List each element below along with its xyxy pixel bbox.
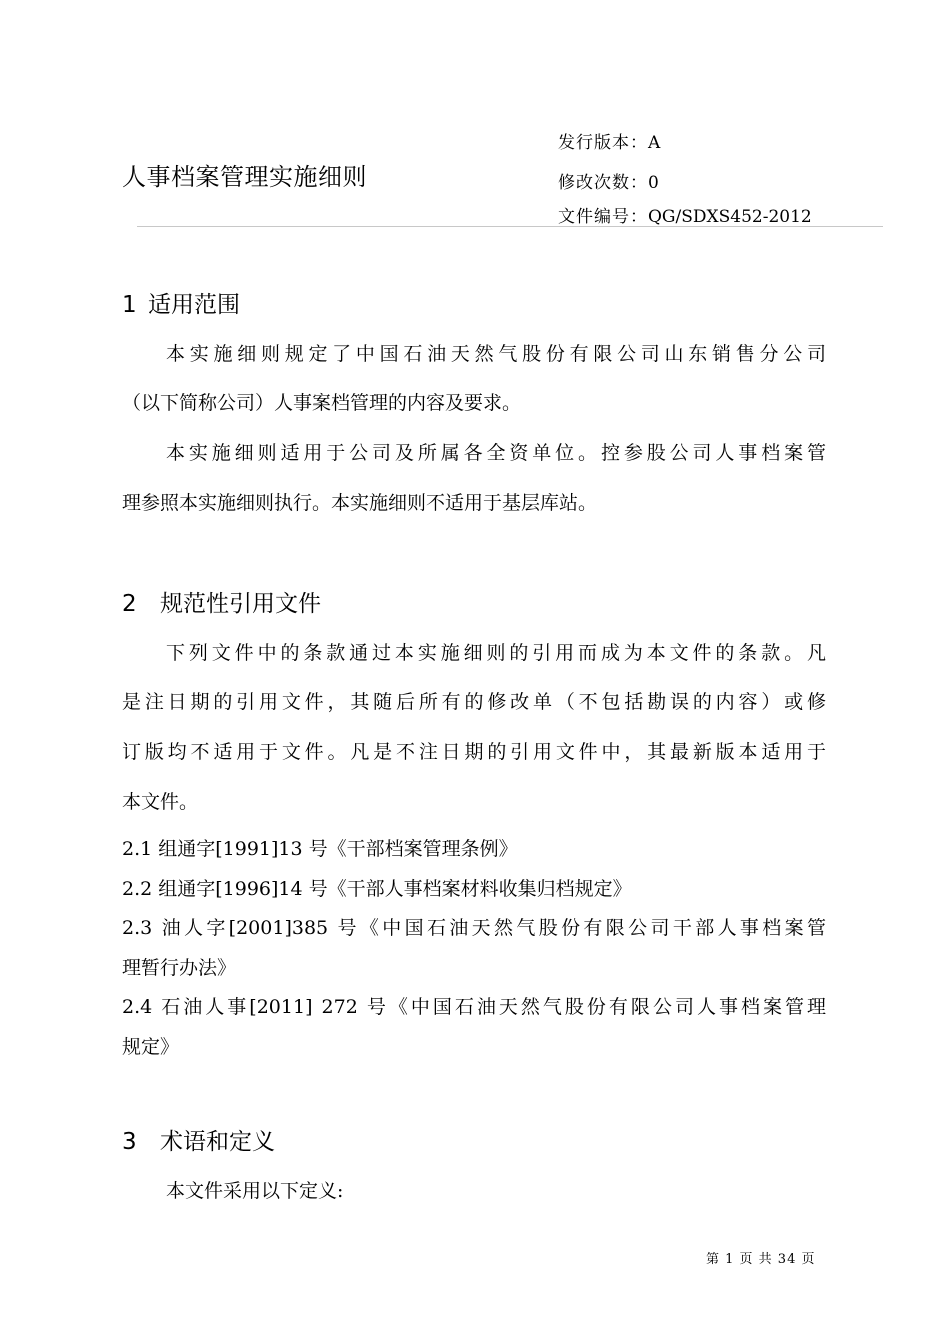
version-value: A — [648, 133, 661, 153]
section-3-heading — [122, 1123, 275, 1156]
reference-2-2: 2.2 组通字[1996]14 号《干部人事档案材料收集归档规定》 — [122, 878, 632, 900]
reference-2-3: 2.3 油人字[2001]385 号《中国石油天然气股份有限公司干部人事档案管 — [122, 917, 826, 939]
version-line — [558, 128, 660, 153]
docno-label: 文件编号： — [558, 207, 648, 227]
section-1-line-2: （以下简称公司）人事案档管理的内容及要求。 — [122, 392, 522, 414]
document-title: 人事档案管理实施细则 — [122, 163, 367, 191]
header-divider — [137, 226, 883, 227]
section-2-line-3: 订版均不适用于文件。凡是不注日期的引用文件中，其最新版本适用于 — [122, 741, 826, 763]
reference-2-4: 2.4 石油人事[2011] 272 号《中国石油天然气股份有限公司人事档案管理 — [122, 996, 826, 1018]
section-3-number: 3 — [122, 1129, 137, 1155]
section-2-line-1: 下列文件中的条款通过本实施细则的引用而成为本文件的条款。凡 — [166, 642, 826, 664]
docno-value: QG/SDXS452-2012 — [648, 207, 812, 227]
revision-value: 0 — [648, 173, 659, 193]
section-2-heading — [122, 585, 321, 618]
section-3-title: 术语和定义 — [160, 1129, 275, 1155]
version-label: 发行版本： — [558, 133, 648, 153]
section-1-heading — [122, 286, 240, 319]
reference-2-4-cont: 规定》 — [122, 1036, 180, 1058]
docno-line — [558, 202, 812, 227]
revision-line — [558, 168, 659, 193]
page-number: 第 1 页 共 34 页 — [706, 1252, 816, 1267]
section-1-number: 1 — [122, 292, 137, 318]
section-2-line-4: 本文件。 — [122, 791, 199, 813]
section-1-line-3: 本实施细则适用于公司及所属各全资单位。控参股公司人事档案管 — [166, 442, 826, 464]
section-2-number: 2 — [122, 591, 137, 617]
reference-2-1: 2.1 组通字[1991]13 号《干部档案管理条例》 — [122, 838, 518, 860]
section-1-line-4: 理参照本实施细则执行。本实施细则不适用于基层库站。 — [122, 492, 598, 514]
section-2-title: 规范性引用文件 — [160, 591, 321, 617]
section-1-title: 适用范围 — [148, 292, 240, 318]
section-2-line-2: 是注日期的引用文件，其随后所有的修改单（不包括勘误的内容）或修 — [122, 691, 826, 713]
section-1-line-1: 本实施细则规定了中国石油天然气股份有限公司山东销售分公司 — [166, 343, 826, 365]
section-3-line-1: 本文件采用以下定义: — [166, 1180, 344, 1202]
reference-2-3-cont: 理暂行办法》 — [122, 957, 237, 979]
revision-label: 修改次数： — [558, 173, 648, 193]
